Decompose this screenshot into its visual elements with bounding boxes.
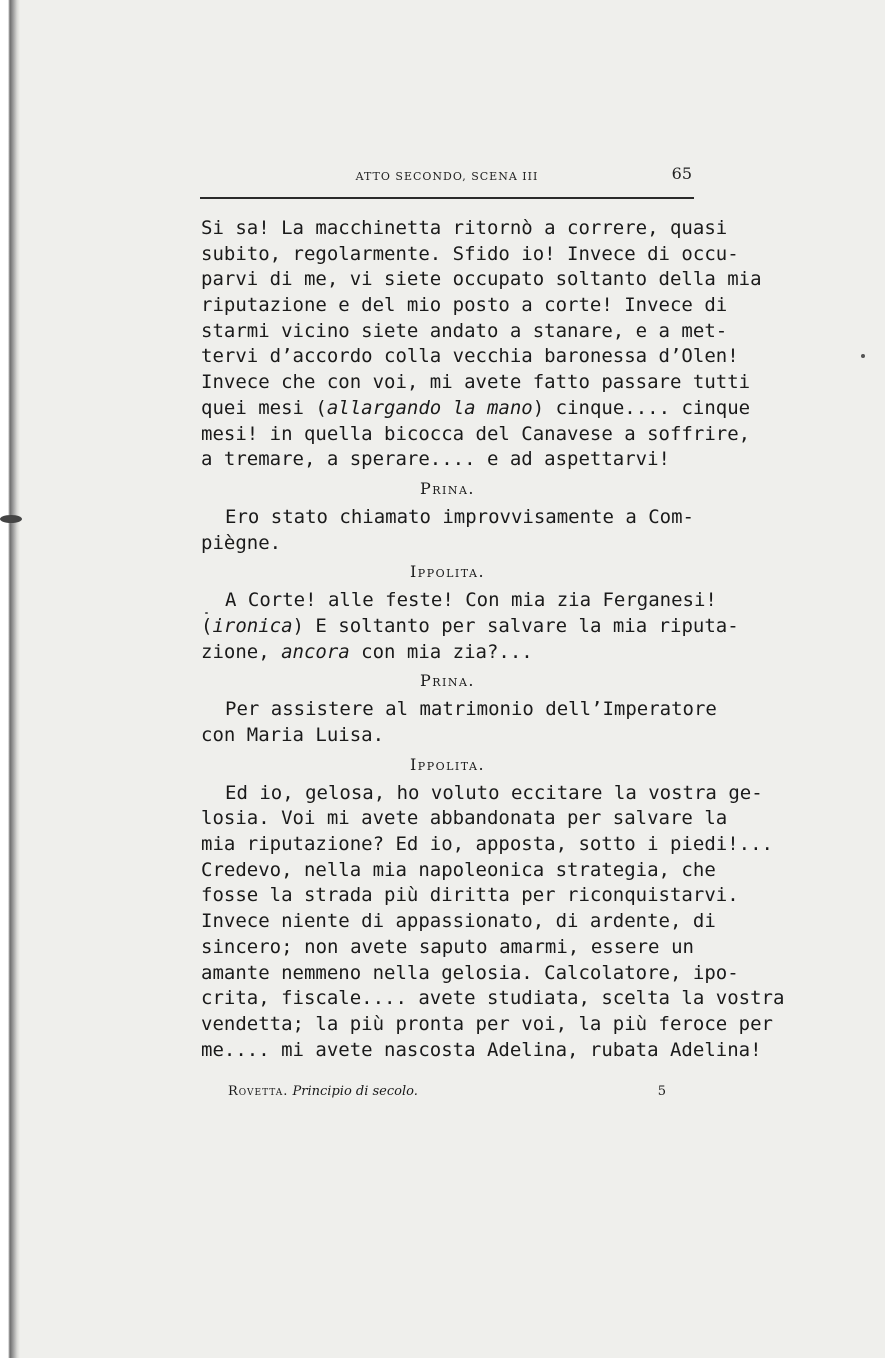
text-line: losia. Voi mi avete abbandonata per salvare la <box>201 807 728 830</box>
paragraph-1 <box>201 216 762 473</box>
text-line: Invece niente di appassionato, di ardente, di <box>201 910 716 933</box>
text-line: sincero; non avete saputo amarmi, essere un <box>201 935 694 958</box>
paragraph-2 <box>201 505 694 556</box>
stage-direction: ironica <box>212 614 293 637</box>
speaker-name: Ippolita. <box>409 562 486 582</box>
text-line: mia riputazione? Ed io, apposta, sotto i piedi!... <box>201 833 773 856</box>
paragraph-5 <box>201 781 785 1064</box>
speaker-name: Prina. <box>419 478 476 498</box>
ink-speck <box>861 354 865 358</box>
footer-author: Rovetta. <box>228 1084 289 1099</box>
text-line: parvi di me, vi siete occupato soltanto della mia <box>201 268 762 291</box>
text-line: amante nemmeno nella gelosia. Calcolatore, ipo- <box>201 961 739 984</box>
text-line: Ero stato chiamato improvvisamente a Com- <box>225 505 694 528</box>
speaker-name: Prina. <box>419 671 476 691</box>
text-line: tervi d’accordo colla vecchia baronessa d’Olen! <box>201 345 739 368</box>
paragraph-3 <box>201 588 739 665</box>
text-line: subito, regolarmente. Sfido io! Invece di occu- <box>201 242 739 265</box>
paragraph-4 <box>201 697 717 748</box>
text-line: Si sa! La macchinetta ritornò a correre, quasi <box>201 217 728 239</box>
text-line: Ed io, gelosa, ho voluto eccitare la vostra ge- <box>225 781 763 804</box>
text-line: Per assistere al matrimonio dell’Imperatore <box>225 698 717 721</box>
text-run: quei mesi ( <box>201 396 327 419</box>
page-header <box>200 162 694 192</box>
text-line: A Corte! alle feste! Con mia zia Ferganesi! <box>225 589 717 612</box>
text-run: zione, <box>201 640 282 663</box>
header-rule <box>200 197 694 199</box>
text-line <box>201 614 739 640</box>
text-line: vendetta; la più pronta per voi, la più feroce per <box>201 1012 773 1035</box>
text-run: ) E soltanto per salvare la mia riputa- <box>292 614 739 637</box>
text-run: con mia zia?... <box>349 640 533 663</box>
text-line: crita, fiscale.... avete studiata, scelta la vostra <box>201 987 785 1010</box>
running-head: ATTO SECONDO, SCENA III <box>355 170 539 183</box>
text-run: ( <box>201 614 213 637</box>
text-line: fosse la strada più diritta per riconquistarvi. <box>201 884 739 907</box>
emphasis: ancora <box>281 640 350 663</box>
page-body <box>201 216 785 1063</box>
text-line: riputazione e del mio posto a corte! Invece di <box>201 294 728 317</box>
text-line: mesi! in quella bicocca del Canavese a soffrire, <box>201 422 751 445</box>
text-run: ) cinque.... cinque <box>532 396 751 419</box>
text-line: piègne. <box>201 531 282 554</box>
text-line <box>201 640 694 666</box>
text-line: Invece che con voi, mi avete fatto passare tutti <box>201 371 751 394</box>
page-number: 65 <box>671 164 692 183</box>
ink-speck <box>205 612 208 614</box>
ink-speck <box>0 515 22 523</box>
page-binding-edge <box>0 0 20 1358</box>
text-line: me.... mi avete nascosta Adelina, rubata Adelina! <box>201 1038 762 1061</box>
stage-direction: allargando la mano <box>326 396 533 419</box>
text-line: con Maria Luisa. <box>201 724 385 746</box>
text-line: a tremare, a sperare.... e ad aspettarvi! <box>201 448 670 471</box>
text-line: starmi vicino siete andato a stanare, e a met- <box>201 319 728 342</box>
signature-mark: 5 <box>657 1084 666 1099</box>
footer-title: Principio di secolo. <box>292 1084 418 1099</box>
text-line <box>201 396 751 422</box>
speaker-name: Ippolita. <box>409 754 486 774</box>
text-line: Credevo, nella mia napoleonica strategia, che <box>201 858 716 881</box>
page-footer <box>228 1084 666 1106</box>
